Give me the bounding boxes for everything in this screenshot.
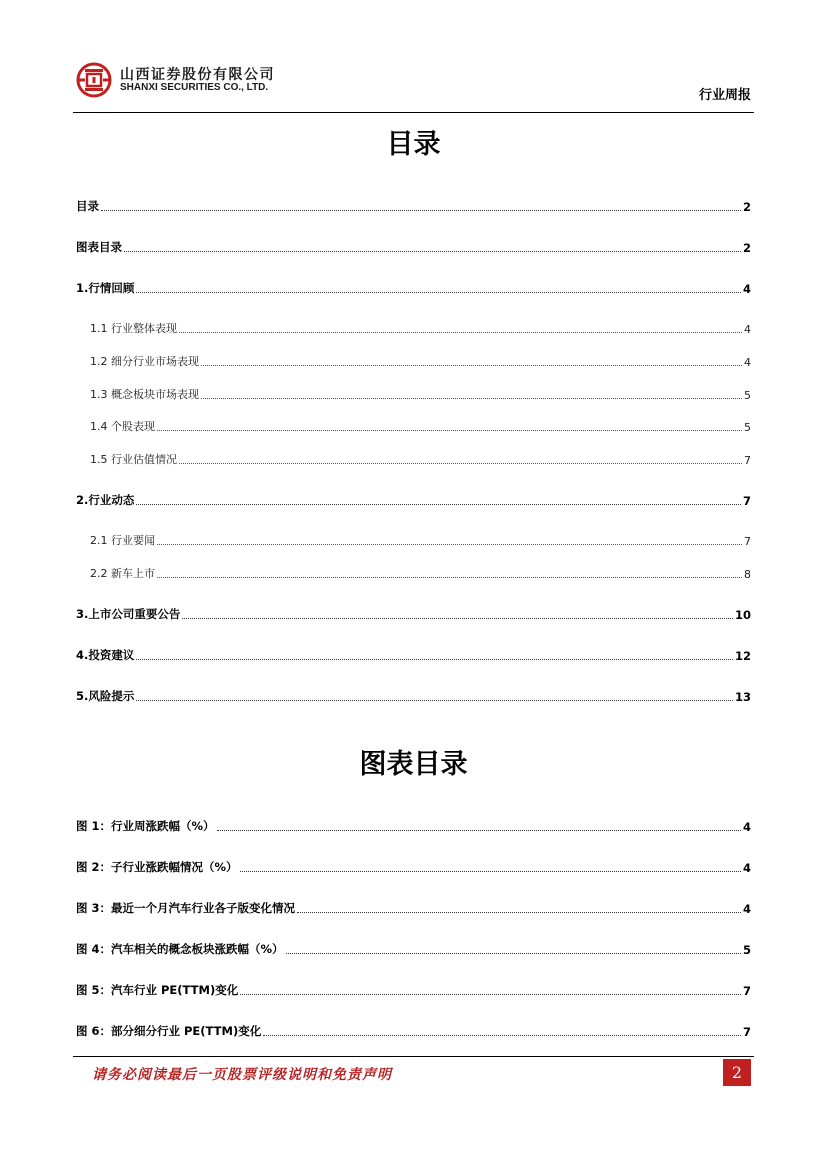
toc-entry-label: 5.风险提示 [76, 689, 135, 703]
toc-entry[interactable] [90, 563, 751, 581]
footer-divider [73, 1056, 754, 1057]
leader-dots [136, 504, 741, 505]
toc-entry[interactable] [90, 351, 751, 369]
leader-dots [217, 830, 741, 831]
toc-entry[interactable] [76, 237, 751, 255]
toc-entry-page: 7 [744, 535, 751, 548]
page-header [0, 0, 827, 120]
toc-entry[interactable] [76, 196, 751, 214]
toc-entry-page: 12 [734, 649, 751, 663]
company-name-en: SHANXI SECURITIES CO., LTD. [120, 82, 269, 93]
toc-entry-label: 4.投资建议 [76, 648, 135, 662]
company-logo-icon [76, 62, 112, 98]
figure-entry[interactable] [76, 980, 751, 998]
figure-entry[interactable] [76, 1021, 751, 1039]
figure-entry[interactable] [76, 939, 751, 957]
leader-dots [297, 912, 741, 913]
header-divider [73, 112, 754, 113]
leader-dots [240, 871, 741, 872]
figure-entry-page: 4 [742, 820, 751, 834]
toc-entry-page: 4 [744, 356, 751, 369]
figure-entry-page: 4 [742, 902, 751, 916]
toc-entry-label: 1.2 细分行业市场表现 [90, 355, 199, 368]
toc-entry-page: 2 [742, 241, 751, 255]
company-name-cn: 山西证券股份有限公司 [120, 67, 275, 83]
toc-entry-label: 1.1 行业整体表现 [90, 322, 177, 335]
leader-dots [101, 210, 741, 211]
leader-dots [136, 659, 733, 660]
toc-entry-page: 7 [742, 494, 751, 508]
leader-dots [179, 463, 742, 464]
toc-entry-page: 10 [734, 608, 751, 622]
figure-entry[interactable] [76, 816, 751, 834]
figure-entry-page: 7 [742, 984, 751, 998]
leader-dots [201, 398, 742, 399]
leader-dots [124, 251, 741, 252]
leader-dots [182, 618, 733, 619]
figure-entry-label: 图 4：汽车相关的概念板块涨跌幅（%） [76, 942, 284, 956]
toc-entry[interactable] [76, 645, 751, 663]
figure-entry-page: 4 [742, 861, 751, 875]
toc-entry[interactable] [90, 449, 751, 467]
figure-entry-label: 图 5：汽车行业 PE(TTM)变化 [76, 983, 239, 997]
toc-entry-page: 13 [734, 690, 751, 704]
leader-dots [157, 544, 742, 545]
toc-entry-page: 4 [742, 282, 751, 296]
leader-dots [179, 332, 742, 333]
leader-dots [201, 365, 742, 366]
toc-entry[interactable] [90, 530, 751, 548]
toc-entry-page: 4 [744, 323, 751, 336]
figure-entry-label: 图 2：子行业涨跌幅情况（%） [76, 860, 238, 874]
report-type: 行业周报 [698, 88, 751, 103]
leader-dots [136, 292, 741, 293]
toc-entry[interactable] [76, 490, 751, 508]
leader-dots [136, 700, 733, 701]
figure-entry[interactable] [76, 898, 751, 916]
toc-entry-page: 5 [744, 389, 751, 402]
leader-dots [263, 1035, 741, 1036]
toc-entry[interactable] [76, 278, 751, 296]
leader-dots [240, 994, 741, 995]
toc-entry-label: 2.行业动态 [76, 493, 135, 507]
toc-entry-page: 2 [742, 200, 751, 214]
toc-entry[interactable] [76, 604, 751, 622]
figure-entry[interactable] [76, 857, 751, 875]
page-number-badge: 2 [723, 1059, 751, 1086]
leader-dots [286, 953, 741, 954]
toc-entry-page: 5 [744, 421, 751, 434]
toc-entry-label: 1.5 行业估值情况 [90, 453, 177, 466]
disclaimer-text: 请务必阅读最后一页股票评级说明和免责声明 [92, 1067, 392, 1083]
toc-entry-label: 1.行情回顾 [76, 281, 135, 295]
figure-entry-label: 图 3：最近一个月汽车行业各子版变化情况 [76, 901, 296, 915]
toc-entry[interactable] [76, 686, 751, 704]
toc-entry-label: 2.2 新车上市 [90, 567, 155, 580]
toc-title: 目录 [386, 129, 441, 160]
toc-entry-label: 目录 [76, 199, 99, 213]
leader-dots [157, 577, 742, 578]
figure-entry-label: 图 1：行业周涨跌幅（%） [76, 819, 215, 833]
toc-entry-label: 2.1 行业要闻 [90, 534, 155, 547]
toc-entry[interactable] [90, 416, 751, 434]
toc-entry-label: 1.4 个股表现 [90, 420, 155, 433]
toc-entry[interactable] [90, 318, 751, 336]
leader-dots [157, 430, 742, 431]
figure-entry-label: 图 6：部分细分行业 PE(TTM)变化 [76, 1024, 262, 1038]
figure-entry-page: 5 [742, 943, 751, 957]
figures-toc-title: 图表目录 [359, 749, 468, 780]
toc-entry-label: 图表目录 [76, 240, 122, 254]
toc-entry-page: 7 [744, 454, 751, 467]
toc-entry-page: 8 [744, 568, 751, 581]
toc-entry-label: 3.上市公司重要公告 [76, 607, 181, 621]
figure-entry-page: 7 [742, 1025, 751, 1039]
toc-entry-label: 1.3 概念板块市场表现 [90, 388, 199, 401]
toc-entry[interactable] [90, 384, 751, 402]
